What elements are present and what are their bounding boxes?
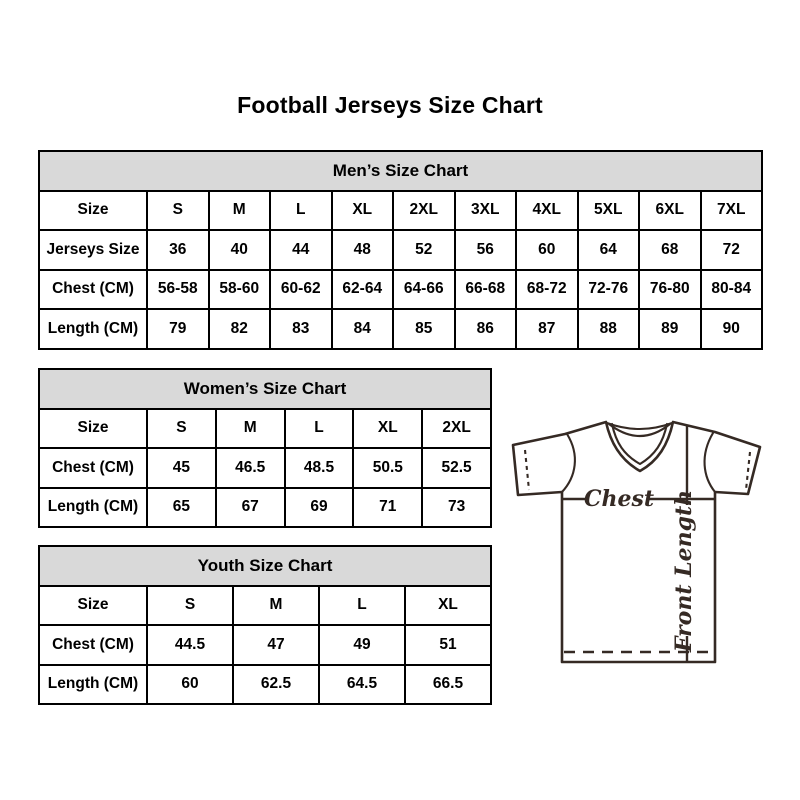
size-cell: S bbox=[147, 409, 216, 449]
size-cell: 64-66 bbox=[393, 270, 455, 310]
table-title-row bbox=[39, 151, 762, 191]
size-cell: 40 bbox=[209, 230, 271, 270]
row-label-cell: Length (CM) bbox=[39, 665, 147, 705]
size-cell: 65 bbox=[147, 488, 216, 528]
size-cell: 82 bbox=[209, 309, 271, 349]
size-cell: 71 bbox=[353, 488, 422, 528]
size-cell: 64 bbox=[578, 230, 640, 270]
table-row bbox=[39, 448, 491, 488]
table-row bbox=[39, 488, 491, 528]
size-cell: 50.5 bbox=[353, 448, 422, 488]
size-cell: 72-76 bbox=[578, 270, 640, 310]
table-row bbox=[39, 625, 491, 665]
size-cell: M bbox=[233, 586, 319, 626]
size-cell: 79 bbox=[147, 309, 209, 349]
table-title: Youth Size Chart bbox=[39, 546, 491, 586]
size-cell: M bbox=[216, 409, 285, 449]
page-title: Football Jerseys Size Chart bbox=[237, 92, 543, 118]
size-cell: 2XL bbox=[422, 409, 491, 449]
table-title-row bbox=[39, 546, 491, 586]
size-cell: 90 bbox=[701, 309, 763, 349]
size-cell: 49 bbox=[319, 625, 405, 665]
size-cell: S bbox=[147, 586, 233, 626]
jersey-left-cuff-dashes bbox=[525, 450, 529, 490]
size-cell: 36 bbox=[147, 230, 209, 270]
size-cell: 47 bbox=[233, 625, 319, 665]
size-cell: 67 bbox=[216, 488, 285, 528]
size-cell: 56 bbox=[455, 230, 517, 270]
size-cell: 68 bbox=[639, 230, 701, 270]
size-cell: 72 bbox=[701, 230, 763, 270]
size-cell: L bbox=[319, 586, 405, 626]
size-cell: M bbox=[209, 191, 271, 231]
table-row bbox=[39, 191, 762, 231]
row-label-cell: Size bbox=[39, 586, 147, 626]
size-cell: 68-72 bbox=[516, 270, 578, 310]
table-row bbox=[39, 409, 491, 449]
size-cell: 48.5 bbox=[285, 448, 354, 488]
size-cell: 5XL bbox=[578, 191, 640, 231]
size-cell: 7XL bbox=[701, 191, 763, 231]
size-cell: 60-62 bbox=[270, 270, 332, 310]
jersey-right-sleeve-seam bbox=[705, 433, 715, 492]
size-cell: 62-64 bbox=[332, 270, 394, 310]
row-label-cell: Length (CM) bbox=[39, 488, 147, 528]
size-cell: 51 bbox=[405, 625, 491, 665]
jersey-measurement-diagram bbox=[500, 405, 780, 685]
size-cell: 85 bbox=[393, 309, 455, 349]
size-cell: 3XL bbox=[455, 191, 517, 231]
size-cell: 62.5 bbox=[233, 665, 319, 705]
front-length-label: Front Length bbox=[671, 489, 697, 653]
size-cell: 44 bbox=[270, 230, 332, 270]
size-cell: 64.5 bbox=[319, 665, 405, 705]
table-row bbox=[39, 230, 762, 270]
size-cell: S bbox=[147, 191, 209, 231]
size-cell: 52 bbox=[393, 230, 455, 270]
size-cell: L bbox=[270, 191, 332, 231]
size-cell: XL bbox=[405, 586, 491, 626]
size-cell: 46.5 bbox=[216, 448, 285, 488]
size-cell: 73 bbox=[422, 488, 491, 528]
mens-size-chart-table bbox=[38, 150, 763, 350]
size-cell: 52.5 bbox=[422, 448, 491, 488]
size-cell: 44.5 bbox=[147, 625, 233, 665]
size-cell: 80-84 bbox=[701, 270, 763, 310]
size-cell: 84 bbox=[332, 309, 394, 349]
size-cell: 86 bbox=[455, 309, 517, 349]
size-cell: 45 bbox=[147, 448, 216, 488]
size-cell: 60 bbox=[516, 230, 578, 270]
table-row bbox=[39, 665, 491, 705]
size-cell: XL bbox=[353, 409, 422, 449]
size-cell: 69 bbox=[285, 488, 354, 528]
size-cell: 4XL bbox=[516, 191, 578, 231]
size-cell: 76-80 bbox=[639, 270, 701, 310]
table-title: Men’s Size Chart bbox=[39, 151, 762, 191]
row-label-cell: Size bbox=[39, 409, 147, 449]
row-label-cell: Chest (CM) bbox=[39, 625, 147, 665]
size-cell: 48 bbox=[332, 230, 394, 270]
table-row bbox=[39, 270, 762, 310]
table-row bbox=[39, 586, 491, 626]
jersey-outline bbox=[513, 422, 760, 662]
size-cell: 56-58 bbox=[147, 270, 209, 310]
size-cell: 83 bbox=[270, 309, 332, 349]
size-cell: 66.5 bbox=[405, 665, 491, 705]
size-cell: 2XL bbox=[393, 191, 455, 231]
size-cell: 87 bbox=[516, 309, 578, 349]
size-cell: 58-60 bbox=[209, 270, 271, 310]
size-cell: 60 bbox=[147, 665, 233, 705]
size-cell: 88 bbox=[578, 309, 640, 349]
row-label-cell: Chest (CM) bbox=[39, 270, 147, 310]
size-cell: XL bbox=[332, 191, 394, 231]
womens-size-chart-table bbox=[38, 368, 492, 528]
row-label-cell: Size bbox=[39, 191, 147, 231]
youth-size-chart-table bbox=[38, 545, 492, 705]
chest-label: Chest bbox=[583, 486, 655, 512]
size-cell: 66-68 bbox=[455, 270, 517, 310]
table-title-row bbox=[39, 369, 491, 409]
jersey-left-sleeve-seam bbox=[562, 434, 575, 492]
row-label-cell: Chest (CM) bbox=[39, 448, 147, 488]
size-cell: 89 bbox=[639, 309, 701, 349]
table-title: Women’s Size Chart bbox=[39, 369, 491, 409]
row-label-cell: Length (CM) bbox=[39, 309, 147, 349]
table-row bbox=[39, 309, 762, 349]
size-cell: L bbox=[285, 409, 354, 449]
row-label-cell: Jerseys Size bbox=[39, 230, 147, 270]
size-cell: 6XL bbox=[639, 191, 701, 231]
